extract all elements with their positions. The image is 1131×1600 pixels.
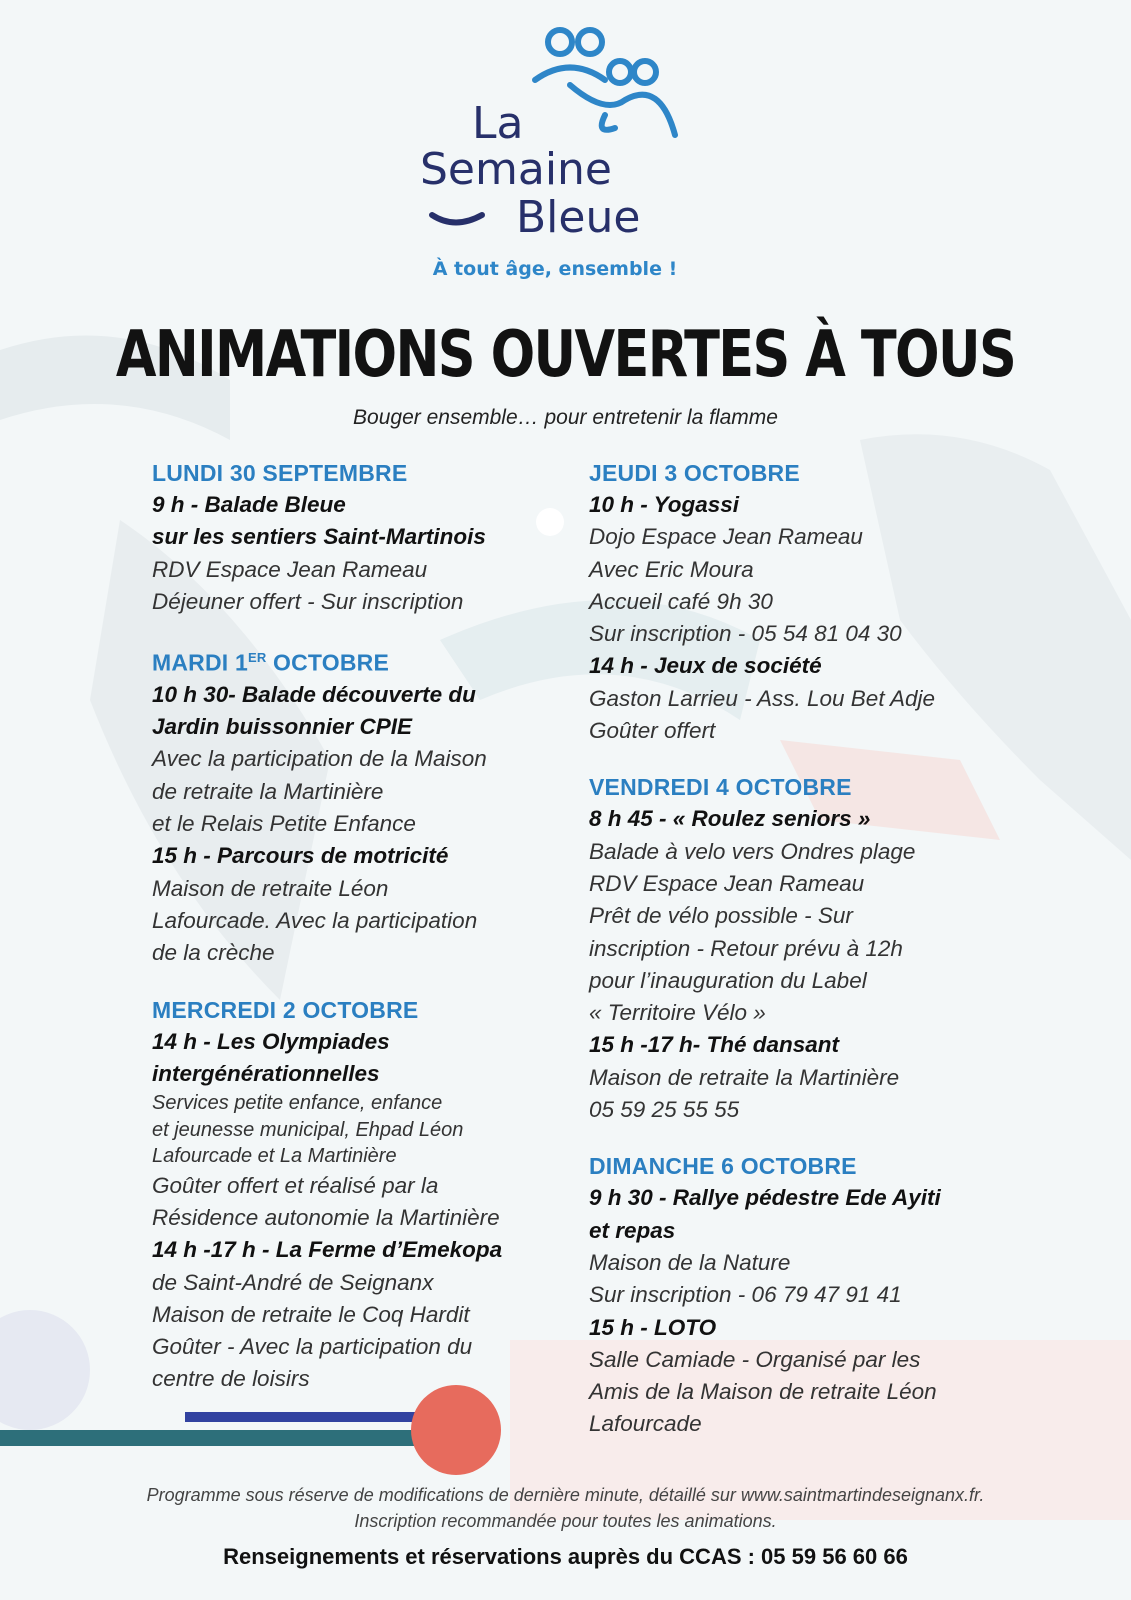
event-detail: « Territoire Vélo »: [589, 1000, 766, 1026]
event-detail: Sur inscription - 06 79 47 91 41: [589, 1282, 902, 1308]
day-title: JEUDI 3 OCTOBRE: [589, 460, 800, 486]
day-sunday: [589, 1150, 1029, 1440]
footer-disclaimer: Programme sous réserve de modifications de dernière minute, détaillé sur www.saintmartindeseignanx.fr.: [146, 1485, 985, 1505]
event-heading: 15 h -17 h- Thé dansant: [589, 1032, 840, 1058]
event-heading: sur les sentiers Saint-Martinois: [152, 524, 486, 550]
footer-contact: Renseignements et réservations auprès du CCAS : 05 59 56 60 66: [223, 1544, 908, 1569]
event-detail: Avec Eric Moura: [589, 556, 754, 582]
event-detail: de Saint-André de Seignanx: [152, 1269, 434, 1295]
event-detail: inscription - Retour prévu à 12h: [589, 935, 903, 961]
semaine-bleue-logo: [420, 20, 720, 295]
event-detail: Résidence autonomie la Martinière: [152, 1204, 500, 1230]
event-detail: Maison de la Nature: [589, 1249, 791, 1275]
event-detail: Gaston Larrieu - Ass. Lou Bet Adje: [589, 685, 936, 711]
day-monday: [152, 457, 572, 618]
left-column: [152, 457, 572, 1420]
event-detail: Goûter offert: [589, 718, 716, 744]
event-heading: 14 h -17 h - La Ferme d’Emekopa: [152, 1237, 503, 1263]
event-detail: centre de loisirs: [152, 1366, 310, 1392]
event-detail: Balade à velo vers Ondres plage: [589, 838, 916, 864]
event-detail: Lafourcade et La Martinière: [152, 1145, 397, 1168]
event-detail: Lafourcade: [589, 1411, 702, 1437]
event-detail: Maison de retraite la Martinière: [589, 1064, 900, 1090]
day-tuesday: [152, 642, 572, 969]
right-column: [589, 457, 1029, 1465]
day-title: MARDI 1ER OCTOBRE: [152, 649, 390, 676]
day-title: MERCREDI 2 OCTOBRE: [152, 996, 419, 1023]
event-detail: Sur inscription - 05 54 81 04 30: [589, 621, 902, 647]
event-detail: RDV Espace Jean Rameau: [589, 870, 865, 896]
event-heading: 8 h 45 - « Roulez seniors »: [589, 806, 871, 832]
day-thursday: [589, 457, 1029, 747]
event-heading: 14 h - Les Olympiades: [152, 1028, 390, 1054]
event-heading: 10 h 30- Balade découverte du: [152, 681, 476, 707]
event-detail: RDV Espace Jean Rameau: [152, 556, 428, 582]
event-detail: et jeunesse municipal, Ehpad Léon: [152, 1118, 464, 1141]
day-title: VENDREDI 4 OCTOBRE: [589, 774, 852, 801]
event-heading: Jardin buissonnier CPIE: [152, 714, 413, 740]
event-heading: et repas: [589, 1217, 676, 1243]
event-detail: Goûter offert et réalisé par la: [152, 1172, 439, 1198]
event-detail: Lafourcade. Avec la participation: [152, 907, 478, 933]
day-title: DIMANCHE 6 OCTOBRE: [589, 1153, 857, 1180]
event-heading: 9 h 30 - Rallye pédestre Ede Ayiti: [589, 1185, 941, 1211]
event-detail: pour l’inauguration du Label: [589, 967, 867, 993]
event-detail: Amis de la Maison de retraite Léon: [589, 1379, 937, 1405]
event-detail: Dojo Espace Jean Rameau: [589, 524, 863, 550]
event-detail: de la crèche: [152, 940, 275, 966]
event-heading: 9 h - Balade Bleue: [152, 492, 346, 517]
event-detail: Salle Camiade - Organisé par les: [589, 1346, 921, 1372]
event-detail: Services petite enfance, enfance: [152, 1092, 443, 1115]
event-detail: Prêt de vélo possible - Sur: [589, 903, 853, 929]
event-detail: 05 59 25 55 55: [589, 1097, 740, 1123]
event-detail: Avec la participation de la Maison: [152, 746, 487, 772]
event-heading: 10 h - Yogassi: [589, 492, 740, 517]
logo-text-la: La: [472, 98, 524, 149]
footer-registration-note: Inscription recommandée pour toutes les animations.: [354, 1511, 777, 1531]
event-detail: Déjeuner offert - Sur inscription: [152, 588, 464, 614]
logo-text-semaine: Semaine: [420, 144, 613, 195]
page-subtitle: Bouger ensemble… pour entretenir la flamme: [353, 406, 778, 429]
day-wednesday: [152, 994, 572, 1396]
logo-text-bleue: Bleue: [516, 192, 641, 243]
event-detail: et le Relais Petite Enfance: [152, 811, 416, 837]
logo-tagline: À tout âge, ensemble !: [432, 258, 678, 280]
event-detail: Maison de retraite le Coq Hardit: [152, 1301, 470, 1327]
event-heading: 15 h - Parcours de motricité: [152, 843, 449, 869]
event-heading: 14 h - Jeux de société: [589, 653, 822, 679]
event-detail: Goûter - Avec la participation du: [152, 1334, 473, 1360]
page-title: ANIMATIONS OUVERTES À TOUS: [115, 318, 1016, 392]
event-detail: Maison de retraite Léon: [152, 875, 389, 901]
day-friday: [589, 771, 1029, 1126]
day-title: LUNDI 30 SEPTEMBRE: [152, 460, 408, 486]
event-heading: 15 h - LOTO: [589, 1314, 717, 1340]
event-detail: Accueil café 9h 30: [589, 588, 773, 614]
event-detail: de retraite la Martinière: [152, 778, 384, 804]
event-heading: intergénérationnelles: [152, 1060, 380, 1086]
